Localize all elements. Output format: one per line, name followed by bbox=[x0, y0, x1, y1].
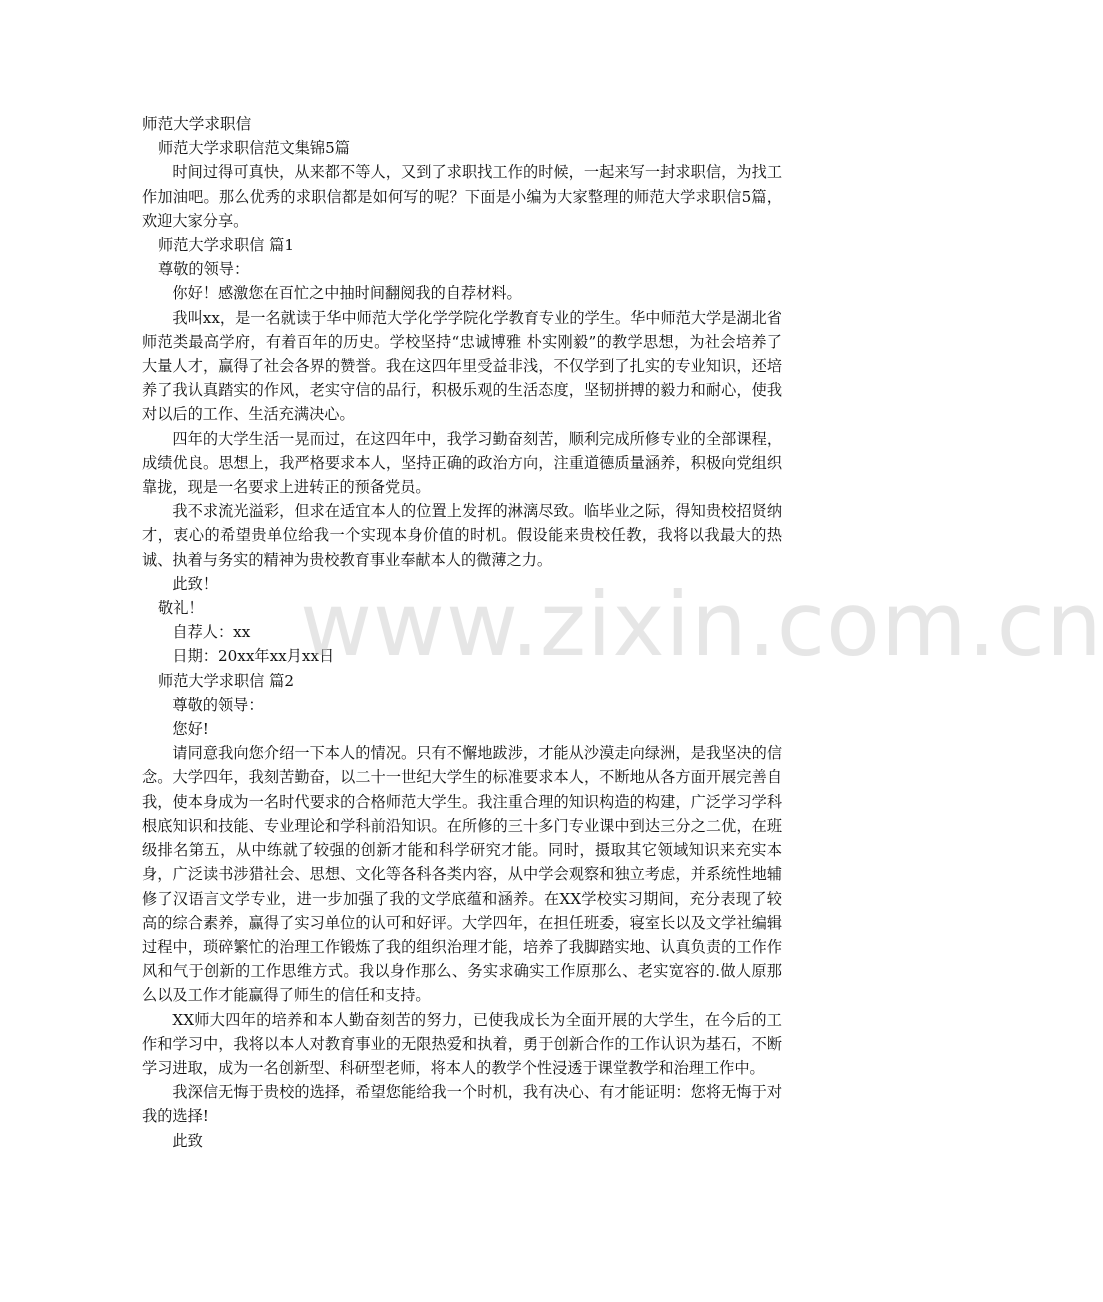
letter1-signature: 自荐人：xx bbox=[172, 623, 251, 642]
letter1-regards: 敬礼！ bbox=[158, 599, 204, 618]
letter2-paragraph: 我深信无悔于贵校的选择，希望您能给我一个时机，我有决心、有才能证明：您将无悔于对我的选择! bbox=[142, 1083, 782, 1126]
letter2-salutation: 尊敬的领导： bbox=[172, 695, 264, 714]
letter1-paragraph: 我叫xx，是一名就读于华中师范大学化学学院化学教育专业的学生。华中师范大学是湖北省师范类最高学府，有着百年的历史。学校坚持“忠诚博雅 朴实刚毅”的教学思想，为社会培养了大量人才，赢得了社会各界的赞誉。我在这四年里受益非浅，不仅学到了扎实的专业知识，还培养了我认真踏实的作风，老实守信的品行，积极乐观的生活态度，坚韧拼搏的毅力和耐心，使我对以后的工作、生活充满决心。 bbox=[142, 308, 782, 424]
letter1-greeting: 你好！感激您在百忙之中抽时间翻阅我的自荐材料。 bbox=[172, 284, 522, 303]
letter1-heading: 师范大学求职信 篇1 bbox=[158, 236, 294, 255]
letter1-paragraph: 四年的大学生活一晃而过，在这四年中，我学习勤奋刻苦，顺利完成所修专业的全部课程，成绩优良。思想上，我严格要求本人，坚持正确的政治方向，注重道德质量涵养，积极向党组织靠拢，现是一名要求上进转正的预备党员。 bbox=[142, 429, 782, 497]
letter1-salutation: 尊敬的领导： bbox=[158, 260, 250, 279]
letter1-closing: 此致！ bbox=[172, 574, 218, 593]
document-subtitle: 师范大学求职信范文集锦5篇 bbox=[158, 139, 350, 158]
letter2-heading: 师范大学求职信 篇2 bbox=[158, 671, 294, 690]
letter2-paragraph: XX师大四年的培养和本人勤奋刻苦的努力，已使我成长为全面开展的大学生，在今后的工作和学习中，我将以本人对教育事业的无限热爱和执着，勇于创新合作的工作认识为基石，不断学习进取，成为一名创新型、科研型老师，将本人的教学个性浸透于课堂教学和治理工作中。 bbox=[142, 1010, 782, 1077]
letter1-date: 日期：20xx年xx月xx日 bbox=[172, 647, 335, 666]
watermark: www.zixin.com.cn bbox=[300, 573, 1103, 676]
letter2-paragraph: 请同意我向您介绍一下本人的情况。只有不懈地跋涉，才能从沙漠走向绿洲，是我坚决的信念。大学四年，我刻苦勤奋，以二十一世纪大学生的标准要求本人，不断地从各方面开展完善自我，使本身成为一名时代要求的合格师范大学生。我注重合理的知识构造的构建，广泛学习学科根底知识和技能、专业理论和学科前沿知识。在所修的三十多门专业课中到达三分之二优，在班级排名第五，从中练就了较强的创新才能和科学研究才能。同时，摄取其它领域知识来充实本身，广泛读书涉猎社会、思想、文化等各科各类内容，从中学会观察和独立考虑，并系统性地辅修了汉语言文学专业，进一步加强了我的文学底蕴和涵养。在XX学校实习期间，充分表现了较高的综合素养，赢得了实习单位的认可和好评。大学四年，在担任班委，寝室长以及文学社编辑过程中，琐碎繁忙的治理工作锻炼了我的组织治理才能，培养了我脚踏实地、认真负责的工作作风和气于创新的工作思维方式。我以身作那么、务实求确实工作原那么、老实宽容的.做人原那么以及工作才能赢得了师生的信任和支持。 bbox=[142, 744, 782, 1005]
letter2-greeting: 您好! bbox=[172, 720, 209, 739]
letter1-paragraph: 我不求流光溢彩，但求在适宜本人的位置上发挥的淋漓尽致。临毕业之际，得知贵校招贤纳才，衷心的希望贵单位给我一个实现本身价值的时机。假设能来贵校任教，我将以我最大的热诚、执着与务实的精神为贵校教育事业奉献本人的微薄之力。 bbox=[142, 502, 782, 569]
document-page bbox=[142, 112, 1103, 1153]
document-title: 师范大学求职信 bbox=[142, 115, 252, 133]
letter2-closing: 此致 bbox=[172, 1131, 203, 1150]
intro-paragraph: 时间过得可真快，从来都不等人，又到了求职找工作的时候，一起来写一封求职信，为找工作加油吧。那么优秀的求职信都是如何写的呢？下面是小编为大家整理的师范大学求职信5篇，欢迎大家分享。 bbox=[142, 163, 782, 230]
